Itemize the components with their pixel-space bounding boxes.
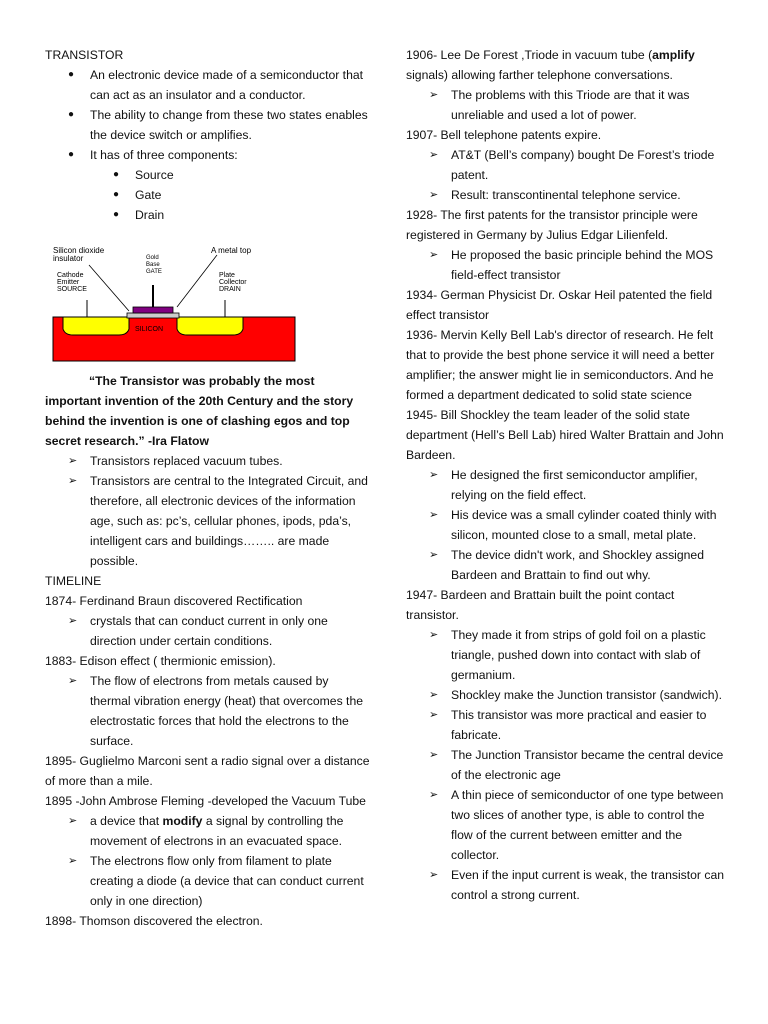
silicon-label: SILICON: [135, 326, 164, 333]
bullets-1928: [406, 245, 726, 285]
bullets-1883: [45, 671, 370, 751]
timeline-entry-1907: 1907- Bell telephone patents expire.: [406, 128, 602, 142]
right-column: [406, 45, 726, 905]
list-item: ➢ Even if the input current is weak, the transistor can control a strong current.: [429, 865, 726, 905]
list-item: ➢ The Junction Transistor became the central device of the electronic age: [429, 745, 726, 785]
source-label: Cathode Emitter SOURCE: [57, 272, 87, 293]
page-title: TRANSISTOR: [45, 48, 124, 62]
drain-region: [177, 317, 243, 335]
timeline-entry-1895-fleming: 1895 -John Ambrose Fleming -developed the Vacuum Tube: [45, 794, 366, 808]
flatow-quote: “The Transistor was probably the most important invention of the 20th Century and the story behind the invention is one of clashing egos and top secret research.” -Ira Flatow: [45, 374, 354, 448]
drain-label: Plate Collector DRAIN: [219, 272, 247, 293]
list-item: ➢ Transistors replaced vacuum tubes.: [68, 451, 370, 471]
quote-bullets: [45, 451, 370, 571]
timeline-entry-1883: 1883- Edison effect ( thermionic emission).: [45, 654, 276, 668]
list-item: ● It has of three components:: [68, 145, 370, 165]
timeline-entry-1945: 1945- Bill Shockley the team leader of the solid state department (Hell’s Bell Lab) hired Walter Brattain and John Bardeen.: [406, 408, 724, 462]
timeline-entry-1936: 1936- Mervin Kelly Bell Lab's director of research. He felt that to provide the best phone service it will need a better amplifier; the answer might lie in semiconductors. And he formed a department dedicated to solid state science: [406, 328, 715, 402]
left-column: [45, 45, 370, 931]
metal-top-label: A metal top: [211, 246, 252, 255]
bullets-1874: [45, 611, 370, 651]
timeline-entry-1898: 1898- Thomson discovered the electron.: [45, 914, 263, 928]
list-item: ➢ Transistors are central to the Integrated Circuit, and therefore, all electronic devices of the information age, such as: pc’s, cellular phones, ipods, pda’s, intelligent cars and buildings…….. are made possible.: [68, 471, 370, 571]
list-item: ➢ His device was a small cylinder coated thinly with silicon, mounted close to a small, metal plate.: [429, 505, 726, 545]
list-item: ● Drain: [113, 205, 370, 225]
bullets-1907: [406, 145, 726, 205]
list-item: ➢ They made it from strips of gold foil on a plastic triangle, pushed down into contact with slab of germanium.: [429, 625, 726, 685]
timeline-entry-1928: 1928- The first patents for the transistor principle were registered in Germany by Julius Edgar Lilienfeld.: [406, 208, 698, 242]
list-item: ➢ crystals that can conduct current in only one direction under certain conditions.: [68, 611, 370, 651]
list-item: ➢ Result: transcontinental telephone service.: [429, 185, 726, 205]
list-item: ➢ The problems with this Triode are that it was unreliable and used a lot of power.: [429, 85, 726, 125]
metal-pointer: [177, 255, 217, 307]
list-item: ➢ He proposed the basic principle behind the MOS field-effect transistor: [429, 245, 726, 285]
timeline-entry-1874: 1874- Ferdinand Braun discovered Rectification: [45, 594, 303, 608]
bullets-1906: [406, 85, 726, 125]
timeline-heading: TIMELINE: [45, 574, 102, 588]
list-item: ● An electronic device made of a semiconductor that can act as an insulator and a conductor.: [68, 65, 370, 105]
timeline-entry-1934: 1934- German Physicist Dr. Oskar Heil patented the field effect transistor: [406, 288, 713, 322]
source-region: [63, 317, 129, 335]
timeline-entry-1947: 1947- Bardeen and Brattain built the point contact transistor.: [406, 588, 675, 622]
intro-list: [45, 65, 370, 165]
list-item: ➢ This transistor was more practical and easier to fabricate.: [429, 705, 726, 745]
bullets-1945: [406, 465, 726, 585]
gate-metal: [133, 307, 173, 313]
list-item: ➢ a device that modify a signal by controlling the movement of electrons in an evacuated space.: [68, 811, 370, 851]
oxide-pointer: [89, 265, 129, 311]
list-item: ➢ The electrons flow only from filament to plate creating a diode (a device that can conduct current only in one direction): [68, 851, 370, 911]
list-item: ➢ He designed the first semiconductor amplifier, relying on the field effect.: [429, 465, 726, 505]
oxide-layer: [127, 313, 179, 318]
components-list: [45, 165, 370, 225]
bullets-1947: [406, 625, 726, 905]
list-item: ➢ The device didn't work, and Shockley assigned Bardeen and Brattain to find out why.: [429, 545, 726, 585]
transistor-diagram: [49, 245, 299, 365]
list-item: ● Gate: [113, 185, 370, 205]
list-item: ➢ A thin piece of semiconductor of one type between two slices of another type, is able to control the flow of the current between emitter and the collector.: [429, 785, 726, 865]
list-item: ➢ AT&T (Bell’s company) bought De Forest’s triode patent.: [429, 145, 726, 185]
timeline-entry-1895: 1895- Guglielmo Marconi sent a radio signal over a distance of more than a mile.: [45, 754, 370, 788]
bullets-1895-fleming: [45, 811, 370, 911]
timeline-entry-1906: 1906- Lee De Forest ,Triode in vacuum tube (amplify signals) allowing farther telephone conversations.: [406, 48, 695, 82]
list-item: ➢ The flow of electrons from metals caused by thermal vibration energy (heat) that overcomes the electrostatic forces that hold the electrons to the surface.: [68, 671, 370, 751]
list-item: ➢ Shockley make the Junction transistor (sandwich).: [429, 685, 726, 705]
gate-label: Gold Base GATE: [146, 255, 162, 275]
list-item: ● The ability to change from these two states enables the device switch or amplifies.: [68, 105, 370, 145]
oxide-label: Silicon dioxide insulator: [53, 246, 105, 263]
list-item: ● Source: [113, 165, 370, 185]
